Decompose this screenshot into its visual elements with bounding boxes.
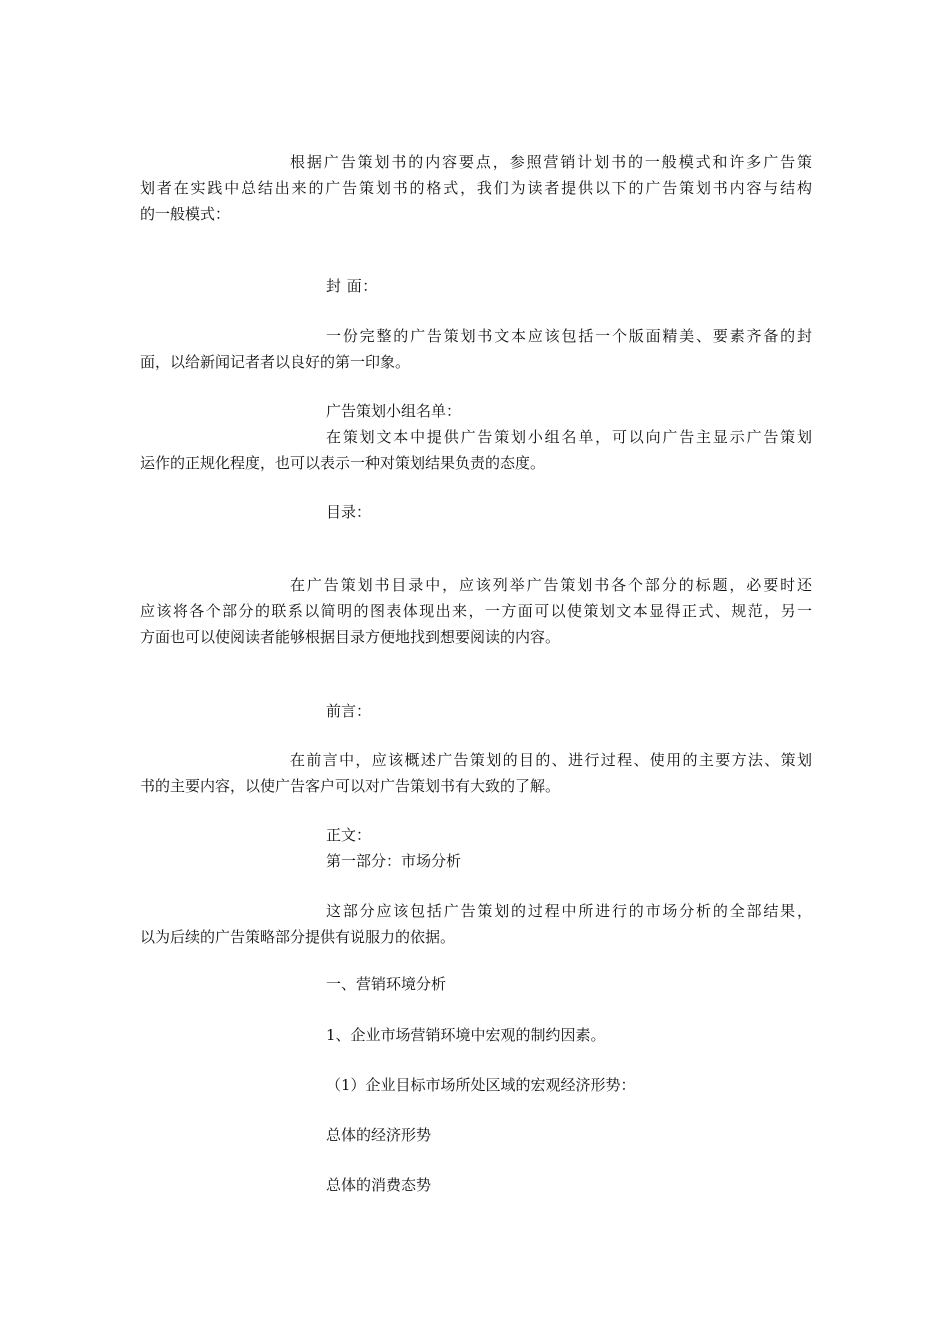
- team-line-2: 运作的正规化程度，也可以表示一种对策划结果负责的态度。: [140, 454, 546, 472]
- section-marketing-environment: 一、营销环境分析: [326, 975, 447, 993]
- preface-line-2: 书的主要内容，以使广告客户可以对广告策划书有大致的了解。: [140, 777, 561, 795]
- subsection-macro-economy: （1）企业目标市场所处区域的宏观经济形势：: [326, 1076, 636, 1094]
- body-line-2: 以为后续的广告策略部分提供有说服力的依据。: [140, 928, 456, 946]
- toc-heading: 目录：: [326, 503, 372, 521]
- intro-line-3: 的一般模式：: [140, 205, 231, 223]
- preface-heading: 前言：: [326, 702, 372, 720]
- cover-line-2: 面，以给新闻记者者以良好的第一印象。: [140, 353, 411, 371]
- toc-line-1: 在广告策划书目录中，应该列举广告策划书各个部分的标题，必要时还: [290, 576, 812, 594]
- subsection-macro-factors: 1、企业市场营销环境中宏观的制约因素。: [326, 1026, 606, 1044]
- part-one-heading: 第一部分：市场分析: [326, 852, 462, 870]
- team-heading: 广告策划小组名单：: [326, 402, 462, 420]
- intro-line-1: 根据广告策划书的内容要点，参照营销计划书的一般模式和许多广告策: [290, 153, 812, 171]
- point-economic-situation: 总体的经济形势: [326, 1126, 432, 1144]
- body-line-1: 这部分应该包括广告策划的过程中所进行的市场分析的全部结果，: [326, 902, 812, 920]
- team-line-1: 在策划文本中提供广告策划小组名单，可以向广告主显示广告策划: [326, 428, 812, 446]
- toc-line-3: 方面也可以使阅读者能够根据目录方便地找到想要阅读的内容。: [140, 628, 561, 646]
- point-consumption-trend: 总体的消费态势: [326, 1176, 432, 1194]
- preface-line-1: 在前言中，应该概述广告策划的目的、进行过程、使用的主要方法、策划: [290, 751, 812, 769]
- cover-heading: 封 面：: [326, 277, 378, 295]
- intro-line-2: 划者在实践中总结出来的广告策划书的格式，我们为读者提供以下的广告策划书内容与结构: [140, 179, 812, 197]
- toc-line-2: 应该将各个部分的联系以简明的图表体现出来，一方面可以使策划文本显得正式、规范，另一: [140, 602, 812, 620]
- body-heading: 正文：: [326, 826, 372, 844]
- cover-line-1: 一份完整的广告策划书文本应该包括一个版面精美、要素齐备的封: [326, 327, 812, 345]
